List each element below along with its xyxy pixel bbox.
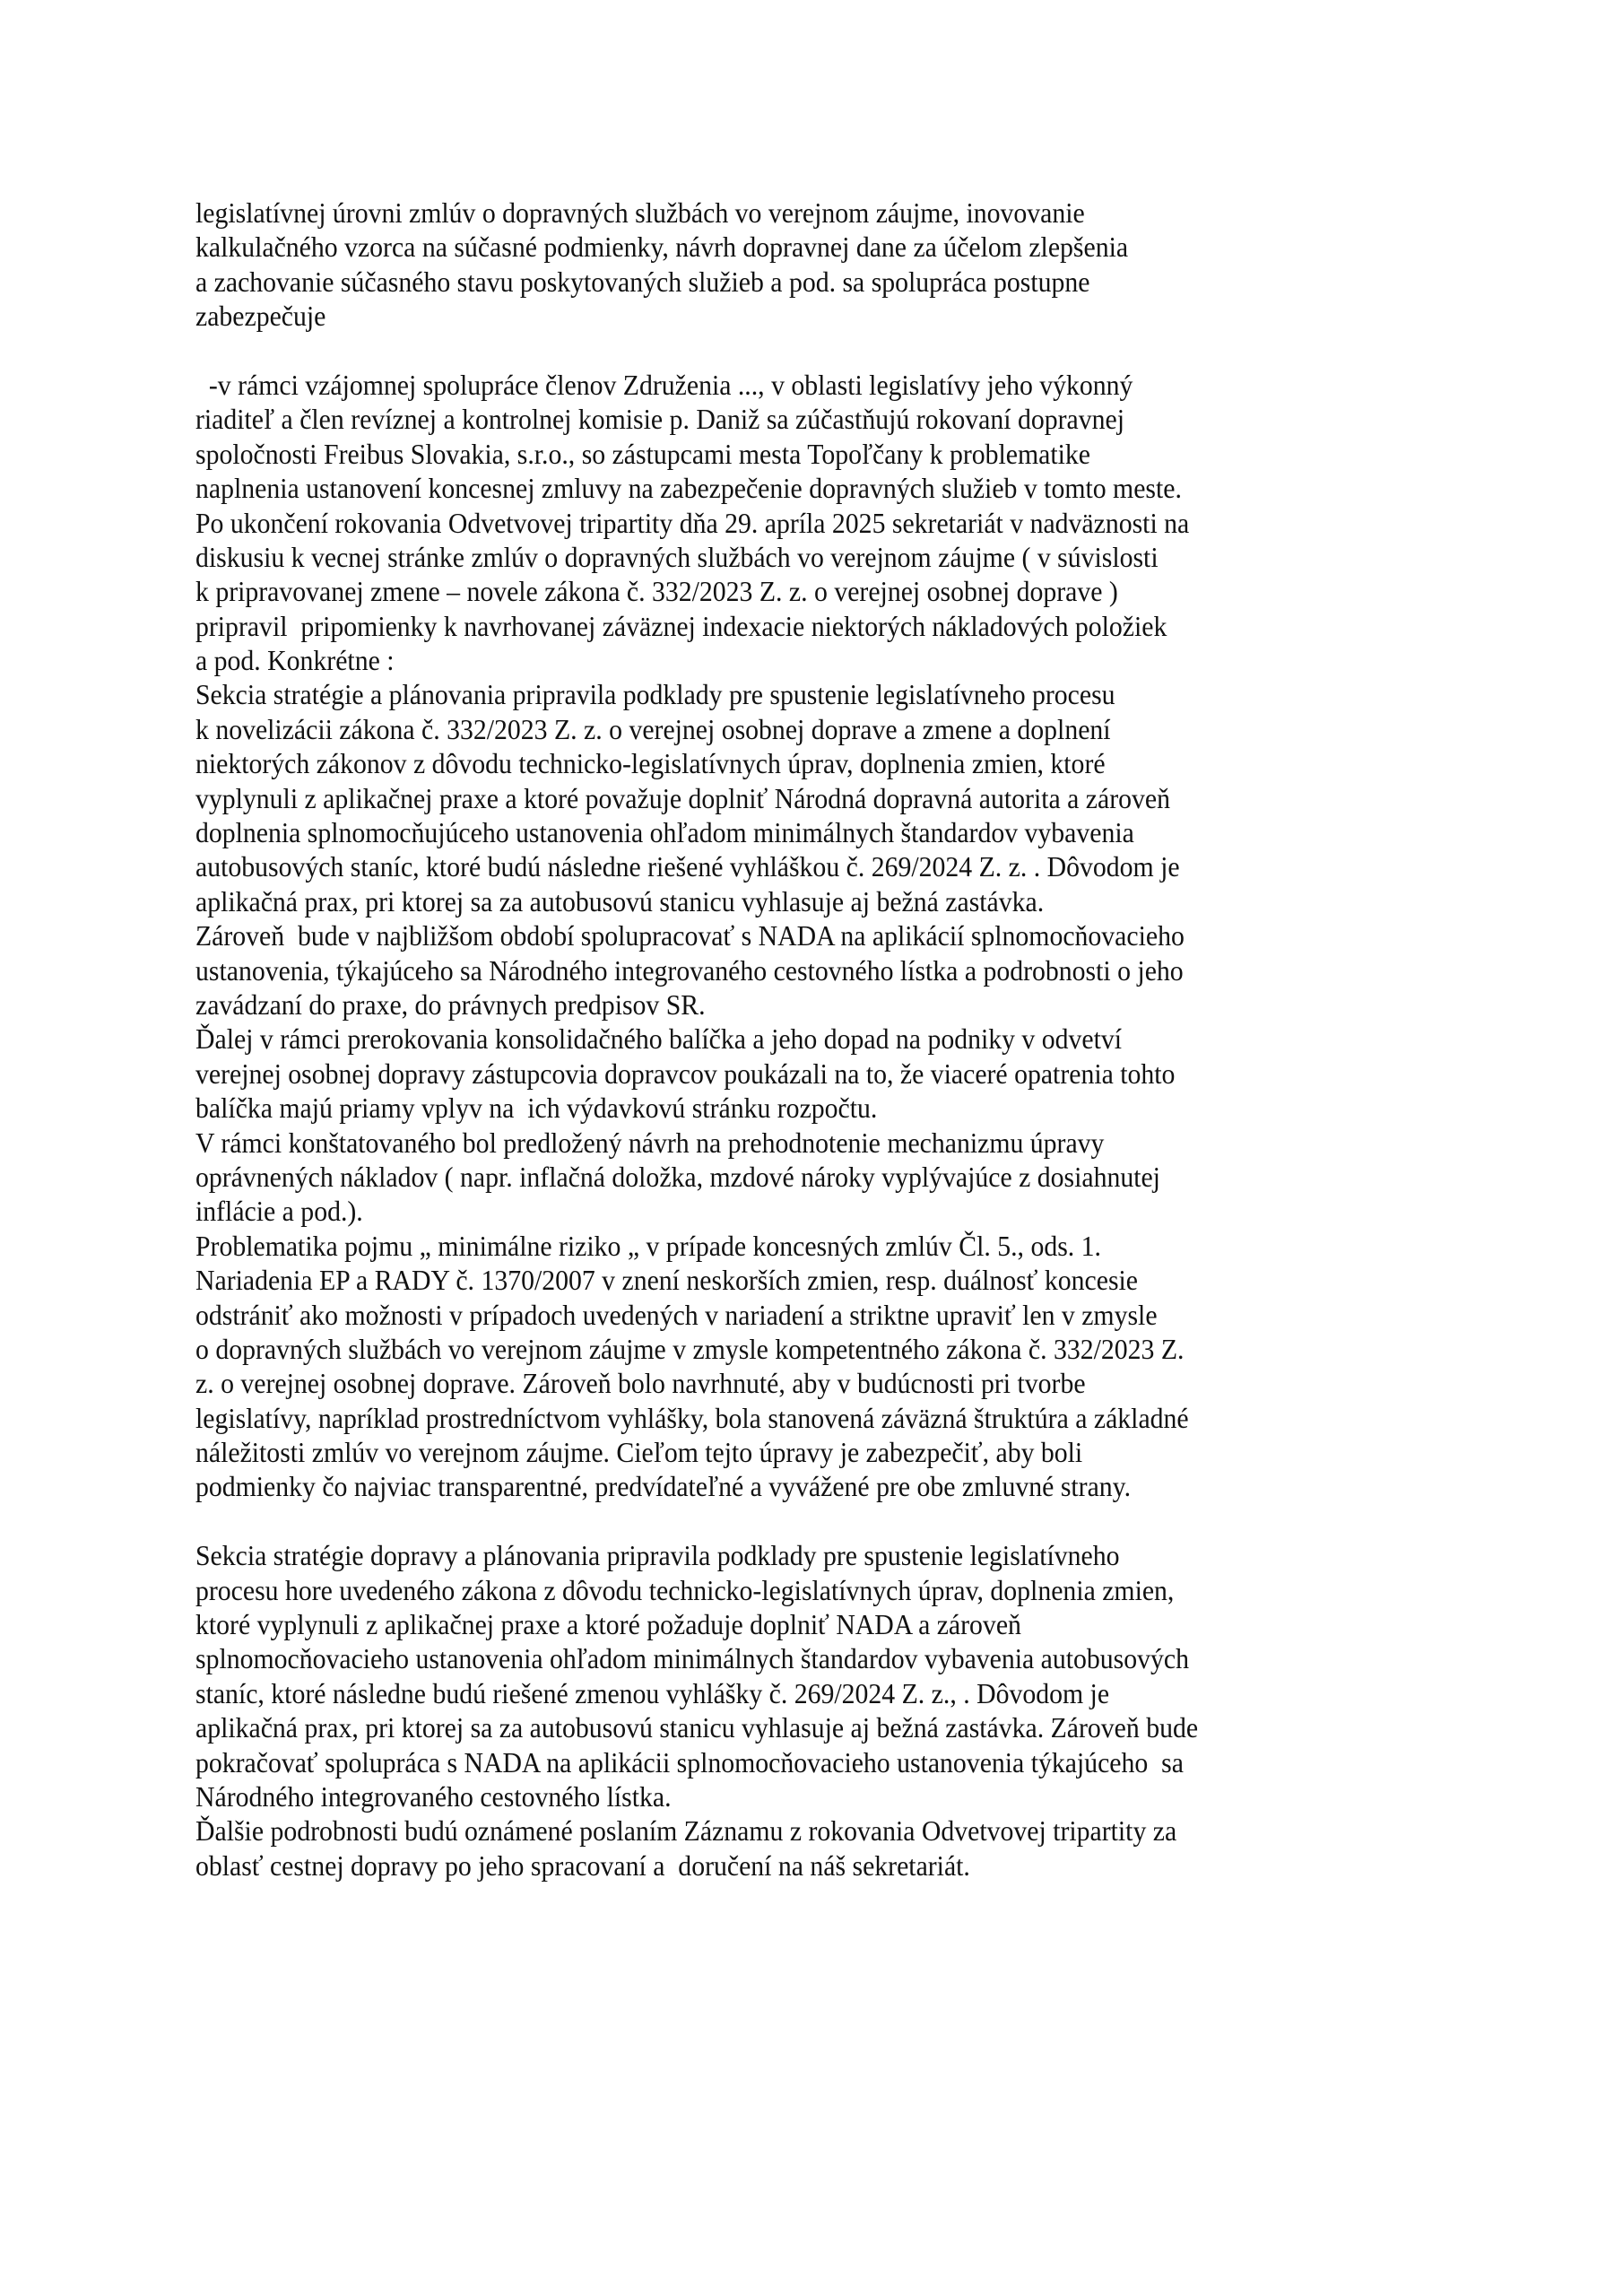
text-line: autobusových staníc, ktoré budú následne riešené vyhláškou č. 269/2024 Z. z. . Dôvodom je — [195, 850, 1180, 883]
text-line: spoločnosti Freibus Slovakia, s.r.o., so zástupcami mesta Topoľčany k problematike — [195, 437, 1090, 470]
paragraph-section-strategy — [195, 1538, 1380, 1883]
text-line: verejnej osobnej dopravy zástupcovia dopravcov poukázali na to, že viaceré opatrenia tohto — [195, 1057, 1176, 1090]
text-line: Ďalšie podrobnosti budú oznámené poslaním Záznamu z rokovania Odvetvovej tripartity za — [195, 1814, 1177, 1848]
text-line: náležitosti zmlúv vo verejnom záujme. Cieľom tejto úpravy je zabezpečiť, aby boli — [195, 1436, 1083, 1469]
text-line: oblasť cestnej dopravy po jeho spracovaní a doručení na náš sekretariát. — [195, 1848, 970, 1882]
text-line: Sekcia stratégie dopravy a plánovania pripravila podklady pre spustenie legislatívneho — [195, 1539, 1120, 1572]
paragraph-cooperation — [195, 368, 1380, 1504]
text-line: z. o verejnej osobnej doprave. Zároveň bolo navrhnuté, aby v budúcnosti pri tvorbe — [195, 1367, 1086, 1400]
text-line: Po ukončení rokovania Odvetvovej tripartity dňa 29. apríla 2025 sekretariát v nadväznosti na — [195, 506, 1190, 539]
text-line: aplikačná prax, pri ktorej sa za autobusovú stanicu vyhlasuje aj bežná zastávka. Zároveň bude — [195, 1711, 1199, 1744]
text-line: staníc, ktoré následne budú riešené zmenou vyhlášky č. 269/2024 Z. z., . Dôvodom je — [195, 1676, 1110, 1709]
text-line: splnomocňovacieho ustanovenia ohľadom minimálnych štandardov vybavenia autobusových — [195, 1642, 1189, 1675]
text-line: Zároveň bude v najbližšom období spolupracovať s NADA na aplikácií splnomocňovacieho — [195, 919, 1185, 952]
text-line: vyplynuli z aplikačnej praxe a ktoré považuje doplniť Národná dopravná autorita a zároveň — [195, 781, 1170, 814]
text-line: ustanovenia, týkajúceho sa Národného integrovaného cestovného lístka a podrobnosti o jeho — [195, 953, 1184, 987]
text-line: legislatívy, napríklad prostredníctvom vyhlášky, bola stanovená záväzná štruktúra a základné — [195, 1401, 1189, 1434]
text-line: kalkulačného vzorca na súčasné podmienky, návrh dopravnej dane za účelom zlepšenia — [195, 230, 1129, 264]
text-line: Sekcia stratégie a plánovania pripravila podklady pre spustenie legislatívneho procesu — [195, 678, 1115, 711]
text-line: Nariadenia EP a RADY č. 1370/2007 v znení neskorších zmien, resp. duálnosť koncesie — [195, 1264, 1139, 1297]
document-body — [195, 196, 1380, 1883]
text-line: ktoré vyplynuli z aplikačnej praxe a ktoré požaduje doplniť NADA a zároveň — [195, 1608, 1021, 1641]
text-line: riaditeľ a člen revíznej a kontrolnej komisie p. Daniž sa zúčastňujú rokovaní dopravnej — [195, 403, 1124, 436]
paragraph-spacer — [195, 334, 1380, 368]
text-line: odstrániť ako možnosti v prípadoch uvedených v nariadení a striktne upraviť len v zmysle — [195, 1298, 1158, 1331]
text-line: o dopravných službách vo verejnom záujme v zmysle kompetentného zákona č. 332/2023 Z. — [195, 1332, 1185, 1365]
text-line: Ďalej v rámci prerokovania konsolidačného balíčka a jeho dopad na podniky v odvetví — [195, 1022, 1123, 1056]
text-line: doplnenia splnomocňujúceho ustanovenia ohľadom minimálnych štandardov vybavenia — [195, 816, 1134, 849]
text-line: naplnenia ustanovení koncesnej zmluvy na zabezpečenie dopravných služieb v tomto meste. — [195, 472, 1182, 505]
text-line: legislatívnej úrovni zmlúv o dopravných službách vo verejnom záujme, inovovanie — [195, 196, 1085, 229]
text-line: Národného integrovaného cestovného lístka. — [195, 1779, 672, 1813]
text-line: k pripravovanej zmene – novele zákona č. 332/2023 Z. z. o verejnej osobnej doprave ) — [195, 575, 1118, 608]
text-line: balíčka majú priamy vplyv na ich výdavkovú stránku rozpočtu. — [195, 1091, 878, 1125]
text-line: pripravil pripomienky k navrhovanej záväznej indexacie niektorých nákladových položiek — [195, 609, 1167, 642]
text-line: V rámci konštatovaného bol predložený návrh na prehodnotenie mechanizmu úpravy — [195, 1126, 1105, 1159]
text-line: oprávnených nákladov ( napr. inflačná doložka, mzdové nároky vyplývajúce z dosiahnutej — [195, 1160, 1160, 1193]
paragraph-intro — [195, 196, 1380, 334]
text-line: aplikačná prax, pri ktorej sa za autobusovú stanicu vyhlasuje aj bežná zastávka. — [195, 884, 1045, 918]
text-line: -v rámci vzájomnej spolupráce členov Združenia ..., v oblasti legislatívy jeho výkonný — [195, 368, 1133, 401]
text-line: procesu hore uvedeného zákona z dôvodu technicko-legislatívnych úprav, doplnenia zmien, — [195, 1573, 1175, 1606]
text-line: diskusiu k vecnej stránke zmlúv o dopravných službách vo verejnom záujme ( v súvislosti — [195, 540, 1159, 573]
text-line: zabezpečuje — [195, 300, 326, 333]
text-line: niektorých zákonov z dôvodu technicko-legislatívnych úprav, doplnenia zmien, ktoré — [195, 747, 1106, 780]
text-line: zavádzaní do praxe, do právnych predpisov SR. — [195, 987, 706, 1021]
text-line: Problematika pojmu „ minimálne riziko „ v prípade koncesných zmlúv Čl. 5., ods. 1. — [195, 1229, 1101, 1262]
text-line: inflácie a pod.). — [195, 1195, 363, 1228]
text-line: podmienky čo najviac transparentné, predvídateľné a vyvážené pre obe zmluvné strany. — [195, 1470, 1132, 1503]
paragraph-spacer — [195, 1504, 1380, 1538]
text-line: a zachovanie súčasného stavu poskytovaných služieb a pod. sa spolupráca postupne — [195, 265, 1090, 298]
text-line: a pod. Konkrétne : — [195, 644, 395, 677]
text-line: pokračovať spolupráca s NADA na aplikácii splnomocňovacieho ustanovenia týkajúceho sa — [195, 1745, 1184, 1779]
text-line: k novelizácii zákona č. 332/2023 Z. z. o verejnej osobnej doprave a zmene a doplnení — [195, 712, 1111, 745]
